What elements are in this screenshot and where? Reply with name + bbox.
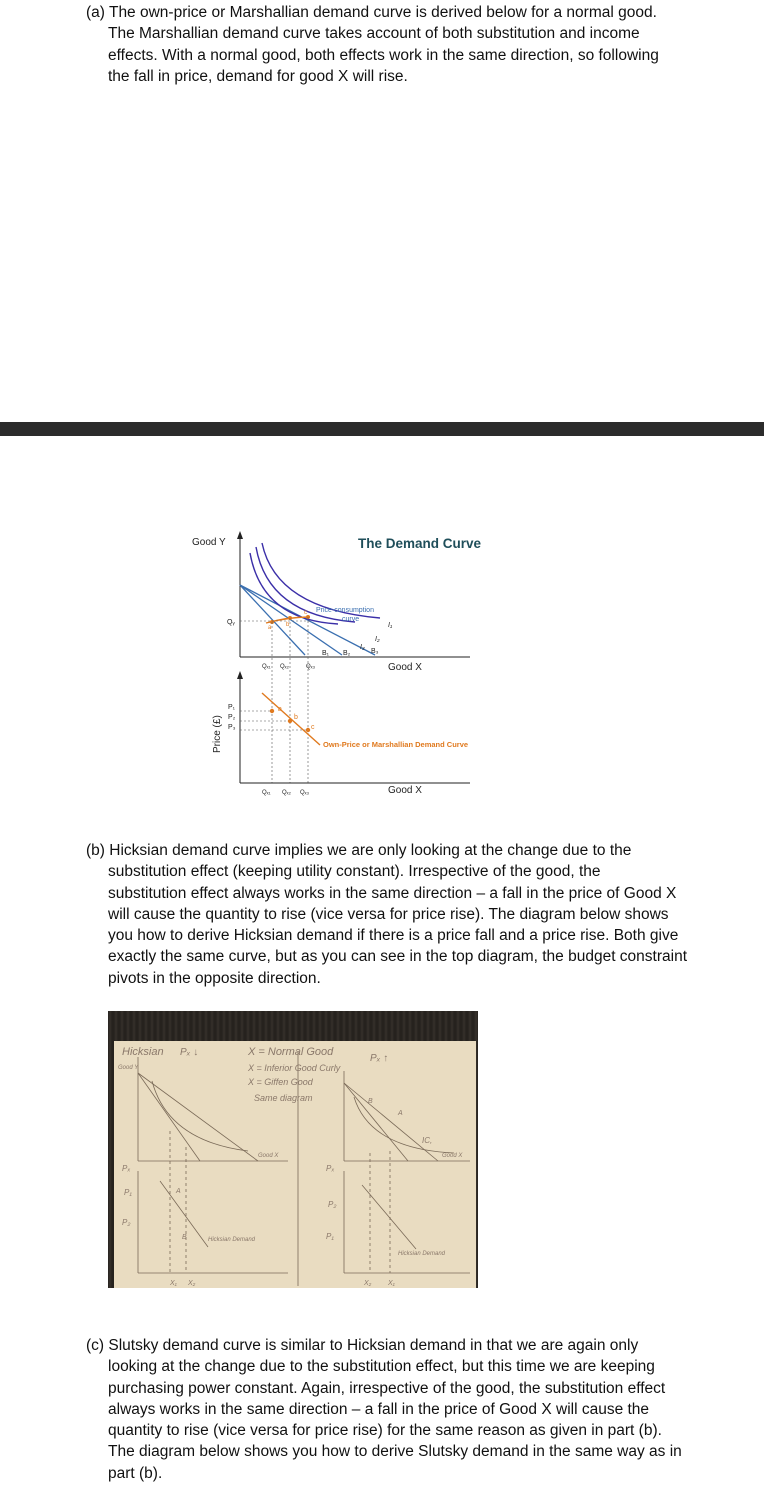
photo-right-ic: IC,	[422, 1136, 433, 1145]
demand-point-a	[270, 709, 274, 713]
demand-point-label: c	[311, 724, 315, 731]
text-line: (c) Slutsky demand curve is similar to Hicksian demand in that we are again only	[86, 1337, 639, 1354]
bottom-quantity-label: Qₓ₁	[262, 790, 271, 796]
demand-curve-figure	[170, 525, 530, 805]
photo-price: P₁	[326, 1232, 334, 1241]
demand-point-label: a	[278, 706, 282, 713]
photo-right-change: Pₓ ↑	[370, 1053, 389, 1064]
photo-x-label: X₂	[188, 1280, 196, 1287]
handwritten-diagram	[108, 1011, 478, 1288]
text-line: exactly the same curve, but as you can see in the top diagram, the budget constraint	[108, 948, 688, 966]
photo-right-demand: Hicksian Demand	[398, 1251, 446, 1257]
paragraph-part-b	[86, 840, 726, 989]
bottom-y-axis-label: Price (£)	[212, 715, 223, 753]
budget-label: B₃	[371, 648, 379, 655]
budget-label: B₂	[343, 650, 351, 657]
demand-point-b	[288, 719, 292, 723]
text-line: the fall in price, demand for good X will rise.	[108, 67, 408, 85]
photo-left-title: Hicksian	[122, 1046, 164, 1058]
indiff-label: I₃	[360, 644, 365, 651]
photo-note: X = Giffen Good	[248, 1077, 313, 1087]
photo-x-label: X₂	[364, 1280, 372, 1287]
top-x-axis-label: Good X	[388, 662, 422, 673]
text-line: The Marshallian demand curve takes account of both substitution and income	[108, 25, 640, 43]
paragraph-part-a	[86, 2, 726, 87]
photo-point-label: B	[368, 1098, 373, 1105]
photo-note: X = Normal Good	[248, 1046, 334, 1058]
top-point-label: c	[304, 610, 307, 616]
photo-left-y: Good Y	[118, 1065, 139, 1071]
top-quantity-label: Qₓ₂	[280, 664, 289, 670]
photo-point-label: B	[182, 1234, 187, 1241]
text-line: substitution effect always works in the same direction – a fall in the price of Good X	[108, 884, 677, 902]
marshallian-demand-curve	[262, 693, 320, 745]
pcc-label: curve	[342, 616, 360, 623]
photo-right-x: Good X	[442, 1153, 463, 1159]
top-quantity-label: Qₓ₃	[306, 664, 316, 670]
photo-price: P₂	[328, 1200, 337, 1209]
text-line: you how to derive Hicksian demand if there is a price fall and a price rise. Both give	[108, 927, 679, 945]
demand-curve-diagram	[170, 525, 530, 805]
text-line: (b) Hicksian demand curve implies we are only looking at the change due to the	[86, 842, 632, 859]
photo-price: P₁	[124, 1188, 132, 1197]
photo-x-label: X₁	[388, 1280, 395, 1287]
pcc-label: Price-consumption	[316, 607, 374, 614]
top-point-label: b	[286, 622, 290, 628]
photo-price: Pₓ	[326, 1164, 335, 1173]
text-line: substitution effect (keeping utility constant). Irrespective of the good, the	[108, 863, 601, 881]
text-line: pivots in the opposite direction.	[108, 969, 321, 987]
dark-divider-bar	[0, 422, 764, 436]
text-line: effects. With a normal good, both effects work in the same direction, so following	[108, 46, 659, 64]
indiff-label: I₂	[375, 636, 380, 643]
bottom-x-axis-label: Good X	[388, 785, 422, 796]
price-label: P₁	[228, 704, 236, 711]
photo-point-label: A	[398, 1110, 403, 1117]
budget-label: B₁	[322, 650, 330, 657]
photo-note: X = Inferior Good Curly	[248, 1063, 341, 1073]
top-quantity-label: Qₓ₁	[262, 664, 271, 670]
photo-left-change: Pₓ ↓	[180, 1047, 199, 1058]
paragraph-part-c	[86, 1335, 726, 1484]
top-point-label: a	[268, 625, 272, 631]
photo-price: P₂	[122, 1218, 131, 1227]
demand-point-label: b	[294, 714, 298, 721]
demand-point-c	[306, 728, 310, 732]
hicksian-handwritten-photo	[108, 1011, 478, 1288]
bottom-quantity-label: Qₓ₃	[300, 790, 310, 796]
qy-label: Qᵧ	[227, 619, 235, 626]
photo-note: Same diagram	[254, 1093, 313, 1103]
text-line: purchasing power constant. Again, irrespective of the good, the substitution effect	[108, 1379, 666, 1397]
budget-line-b1	[240, 585, 305, 655]
photo-left-x: Good X	[258, 1153, 279, 1159]
photo-price: Pₓ	[122, 1164, 131, 1173]
text-line: always works in the same direction – a fall in the price of Good X will cause the	[108, 1400, 650, 1418]
bottom-quantity-label: Qₓ₂	[282, 790, 291, 796]
photo-left-demand: Hicksian Demand	[208, 1237, 256, 1243]
demand-curve-label: Own-Price or Marshallian Demand Curve	[323, 740, 469, 749]
budget-line-b2	[240, 585, 342, 655]
text-line: (a) The own-price or Marshallian demand curve is derived below for a normal good.	[86, 4, 657, 21]
text-line: The diagram below shows you how to derive Slutsky demand in the same way as in	[108, 1443, 682, 1461]
price-label: P₃	[228, 724, 236, 731]
photo-x-label: X₁	[170, 1280, 177, 1287]
price-label: P₂	[228, 714, 236, 721]
text-line: will cause the quantity to rise (vice versa for price rise). The diagram below shows	[108, 905, 669, 923]
axis-arrow-icon	[237, 531, 243, 539]
text-line: quantity to rise (vice versa for price rise) for the same reason as given in part (b).	[108, 1422, 662, 1440]
indiff-label: I₁	[388, 622, 393, 629]
text-line: part (b).	[108, 1464, 163, 1482]
top-y-axis-label: Good Y	[192, 537, 226, 548]
text-line: looking at the change due to the substitution effect, but this time we are keeping	[108, 1358, 655, 1376]
figure-title: The Demand Curve	[358, 536, 482, 551]
axis-arrow-icon	[237, 671, 243, 679]
photo-point-label: A	[176, 1188, 181, 1195]
